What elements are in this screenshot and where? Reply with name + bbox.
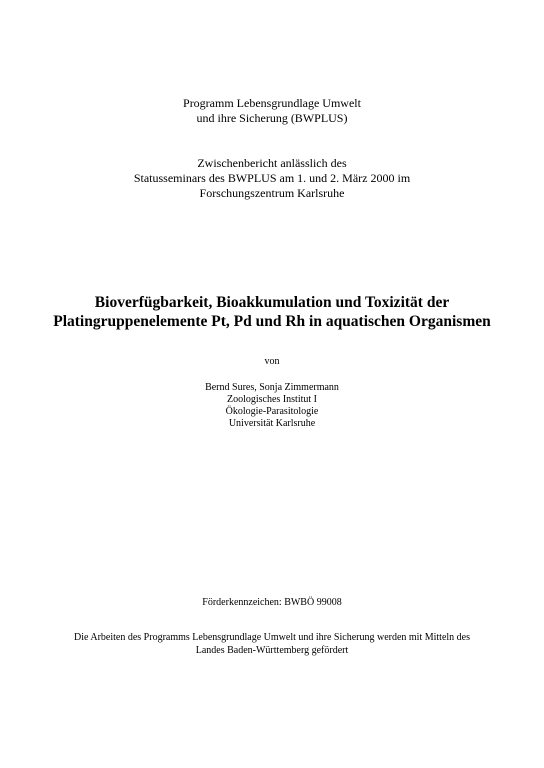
funding-text: Förderkennzeichen: BWBÖ 99008 <box>202 597 342 608</box>
program-heading <box>0 96 544 126</box>
institute-line: Zoologisches Institut I <box>227 394 317 405</box>
funding-code <box>0 597 544 609</box>
report-info <box>0 156 544 201</box>
university-line: Universität Karlsruhe <box>228 418 316 429</box>
title-line: Bioverfügbarkeit, Bioakkumulation und Toxizität der <box>94 294 450 311</box>
title-line: Platingruppenelemente Pt, Pd und Rh in aquatischen Organismen <box>53 313 491 330</box>
program-line: und ihre Sicherung (BWPLUS) <box>196 111 348 125</box>
document-title <box>0 293 544 331</box>
report-line: Zwischenbericht anlässlich des <box>197 156 347 170</box>
by-label <box>0 356 544 368</box>
report-line: Statusseminars des BWPLUS am 1. und 2. März 2000 im <box>133 171 411 185</box>
program-line: Programm Lebensgrundlage Umwelt <box>183 96 361 110</box>
author-names: Bernd Sures, Sonja Zimmermann <box>205 382 339 393</box>
department-line: Ökologie-Parasitologie <box>225 406 319 417</box>
footer-line: Landes Baden-Württemberg gefördert <box>195 644 349 656</box>
von-text: von <box>264 356 280 367</box>
report-line: Forschungszentrum Karlsruhe <box>199 186 345 200</box>
authors-block <box>0 382 544 430</box>
funding-statement <box>0 632 544 657</box>
footer-line: Die Arbeiten des Programms Lebensgrundlage Umwelt und ihre Sicherung werden mit Mitteln des <box>73 632 471 643</box>
